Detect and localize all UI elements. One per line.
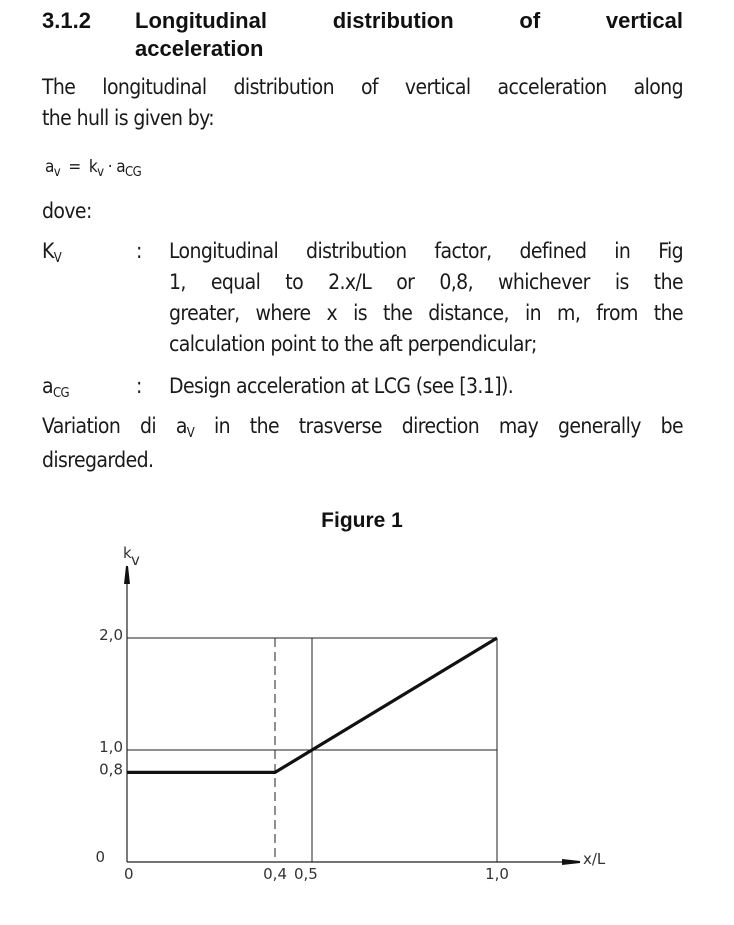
formula: $a_v = k_v \cdot a_{CG}$ [45, 157, 142, 180]
x-tick-label: 1,0 [485, 865, 509, 883]
intro-line2: the hull is given by: [42, 106, 214, 130]
title-word: Longitudinal [135, 8, 267, 33]
title-word: vertical [605, 8, 683, 33]
intro-line1: The longitudinal distribution of vertical acceleration along [42, 75, 683, 99]
definition-line: Longitudinal distribution factor, defined in Fig [169, 239, 683, 263]
y-axis-label-sub: v [131, 551, 140, 569]
title-word: of [519, 8, 541, 33]
variation-line2: disregarded. [42, 448, 154, 472]
figure-title: Figure 1 [321, 509, 403, 532]
definition-symbol-kv: $K_V$ [42, 239, 62, 266]
x-tick-label: 0,4 [263, 865, 287, 883]
x-tick-label: 0 [124, 865, 134, 883]
definition-symbol-acg: $a_{CG}$ [42, 374, 70, 401]
y-tick-label: 0,8 [99, 760, 123, 779]
definition-line: greater, where x is the distance, in m, from the [169, 301, 683, 325]
definition-line: calculation point to the aft perpendicular; [169, 332, 537, 356]
where-label: dove: [42, 199, 92, 223]
x-axis-label: x/L [583, 850, 606, 868]
section-number: 3.1.2 [42, 8, 91, 33]
definition-line: 1, equal to 2.x/L or 0,8, whichever is the [169, 270, 683, 294]
title-word: distribution [332, 8, 454, 33]
y-tick-label: 2,0 [99, 626, 123, 644]
x-axis-arrow-icon [562, 859, 580, 865]
y-tick-label: 0 [95, 848, 105, 866]
definition-line: Design acceleration at LCG (see [3.1]). [169, 374, 514, 398]
x-tick-label: 0,5 [294, 865, 318, 883]
definition-colon: : [136, 239, 142, 263]
y-axis-label: k [123, 544, 132, 562]
section-title-line2: acceleration [135, 36, 264, 61]
definition-colon: : [136, 374, 142, 398]
y-axis-arrow-icon [124, 566, 130, 584]
variation-line1: Variation di $a_V$ in the trasverse direction may generally be [42, 414, 683, 441]
y-tick-label: 1,0 [99, 738, 123, 756]
